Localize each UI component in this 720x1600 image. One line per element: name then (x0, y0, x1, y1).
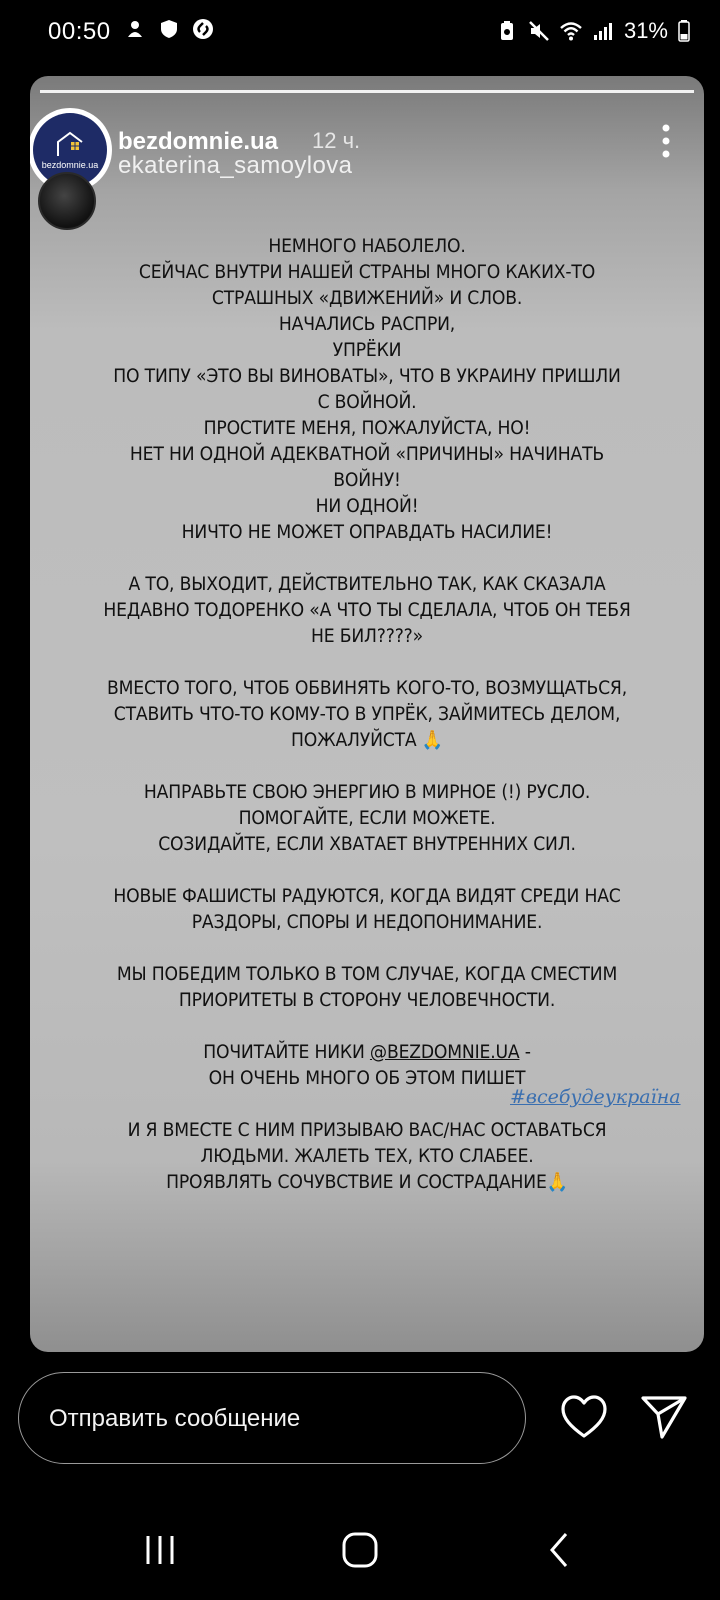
story-text-line: ПО ТИПУ «ЭТО ВЫ ВИНОВАТЫ», ЧТО В УКРАИНУ ПРИШЛИ (113, 366, 621, 387)
system-navigation-bar (0, 1504, 720, 1600)
story-paragraph (72, 780, 662, 858)
story-timestamp: 12 ч. (312, 128, 361, 153)
house-logo-icon (55, 130, 85, 158)
story-text-line: ПРОЯВЛЯТЬ СОЧУВСТВИЕ И СОСТРАДАНИЕ🙏 (166, 1172, 568, 1193)
story-text-line: С ВОЙНОЙ. (317, 392, 417, 413)
more-vertical-icon[interactable] (662, 124, 670, 158)
signal-icon (592, 20, 614, 42)
shazam-icon (192, 18, 214, 40)
story-text-line: МЫ ПОБЕДИМ ТОЛЬКО В ТОМ СЛУЧАЕ, КОГДА СМЕСТИМ (116, 964, 618, 985)
story-paragraph (72, 234, 662, 546)
notification-app-icon (124, 18, 146, 40)
send-icon[interactable] (640, 1394, 688, 1440)
story-text (72, 234, 662, 1222)
battery-percent: 31% (623, 18, 668, 43)
avatar-brand-text: bezdomnie.ua (41, 160, 99, 170)
story-text-line: ПОЖАЛУЙСТА 🙏 (290, 730, 444, 751)
story-text-line: НИ ОДНОЙ! (315, 496, 419, 517)
story-text-line: ПРИОРИТЕТЫ В СТОРОНУ ЧЕЛОВЕЧНОСТИ. (178, 990, 556, 1011)
story-text-line: НЕМНОГО НАБОЛЕЛО. (268, 236, 466, 257)
story-text-line: ВОЙНУ! (333, 470, 401, 491)
story-text-line: СТРАШНЫХ «ДВИЖЕНИЙ» И СЛОВ. (211, 288, 523, 309)
battery-saver-icon (496, 20, 518, 42)
story-text-line: УПРЁКИ (332, 340, 402, 361)
story-text-line: НАПРАВЬТЕ СВОЮ ЭНЕРГИЮ В МИРНОЕ (!) РУСЛО. (143, 782, 591, 803)
story-text-line: НИЧТО НЕ МОЖЕТ ОПРАВДАТЬ НАСИЛИЕ! (181, 522, 553, 543)
reply-placeholder: Отправить сообщение (49, 1405, 301, 1432)
story-text-line: СЕЙЧАС ВНУТРИ НАШЕЙ СТРАНЫ МНОГО КАКИХ-ТО (138, 262, 596, 283)
story-paragraph (72, 572, 662, 650)
reposter-avatar[interactable] (38, 172, 96, 230)
mute-icon (528, 20, 550, 42)
status-time: 00:50 (48, 18, 111, 45)
story-text-line: И Я ВМЕСТЕ С НИМ ПРИЗЫВАЮ ВАС/НАС ОСТАВАТЬСЯ (127, 1120, 607, 1141)
story-text-line: ВМЕСТО ТОГО, ЧТОБ ОБВИНЯТЬ КОГО-ТО, ВОЗМУЩАТЬСЯ, (106, 678, 627, 699)
home-icon[interactable] (340, 1530, 380, 1570)
story-paragraph (72, 884, 662, 936)
shield-icon (158, 18, 180, 40)
status-bar (0, 0, 720, 66)
story-text-line: НЕДАВНО ТОДОРЕНКО «А ЧТО ТЫ СДЕЛАЛА, ЧТОБ ОН ТЕБЯ (103, 600, 631, 621)
story-text-line: ПОМОГАЙТЕ, ЕСЛИ МОЖЕТЕ. (238, 808, 496, 829)
story-text-line: НАЧАЛИСЬ РАСПРИ, (278, 314, 456, 335)
story-progress-bar (40, 90, 694, 93)
mention-paragraph: ПОЧИТАЙТЕ НИКИ @BEZDOMNIE.UA - ОН ОЧЕНЬ МНОГО ОБ ЭТОМ ПИШЕТ (203, 1042, 531, 1089)
back-icon[interactable] (540, 1530, 580, 1570)
story-paragraph (72, 962, 662, 1014)
hashtag-sticker[interactable]: #всебудеукраїна (510, 1086, 681, 1108)
story-text-line: СОЗИДАЙТЕ, ЕСЛИ ХВАТАЕТ ВНУТРЕННИХ СИЛ. (158, 834, 576, 855)
heart-icon[interactable] (560, 1394, 608, 1440)
story-text-line: ЛЮДЬМИ. ЖАЛЕТЬ ТЕХ, КТО СЛАБЕЕ. (200, 1146, 534, 1167)
story-text-line: НЕТ НИ ОДНОЙ АДЕКВАТНОЙ «ПРИЧИНЫ» НАЧИНАТЬ (129, 444, 605, 465)
story-text-line: НОВЫЕ ФАШИСТЫ РАДУЮТСЯ, КОГДА ВИДЯТ СРЕДИ НАС (113, 886, 621, 907)
reposted-from-username[interactable]: ekaterina_samoylova (118, 152, 353, 179)
story-text-line: ПРОСТИТЕ МЕНЯ, ПОЖАЛУЙСТА, НО! (203, 418, 531, 439)
final-paragraph (72, 1118, 662, 1196)
author-username[interactable]: bezdomnie.ua (118, 128, 279, 155)
story-text-line: РАЗДОРЫ, СПОРЫ И НЕДОПОНИМАНИЕ. (191, 912, 543, 933)
story-paragraph (72, 676, 662, 754)
mention-link[interactable]: @BEZDOMNIE.UA (369, 1042, 520, 1063)
battery-icon (678, 20, 690, 42)
story-text-line: А ТО, ВЫХОДИТ, ДЕЙСТВИТЕЛЬНО ТАК, КАК СКАЗАЛА (128, 574, 606, 595)
reply-message-input[interactable] (18, 1372, 526, 1464)
recent-apps-icon[interactable] (140, 1530, 180, 1570)
story-card[interactable] (30, 76, 704, 1352)
story-text-line: СТАВИТЬ ЧТО-ТО КОМУ-ТО В УПРЁК, ЗАЙМИТЕСЬ ДЕЛОМ, (113, 704, 621, 725)
story-text-line: НЕ БИЛ????» (311, 626, 423, 647)
wifi-icon (560, 20, 582, 42)
